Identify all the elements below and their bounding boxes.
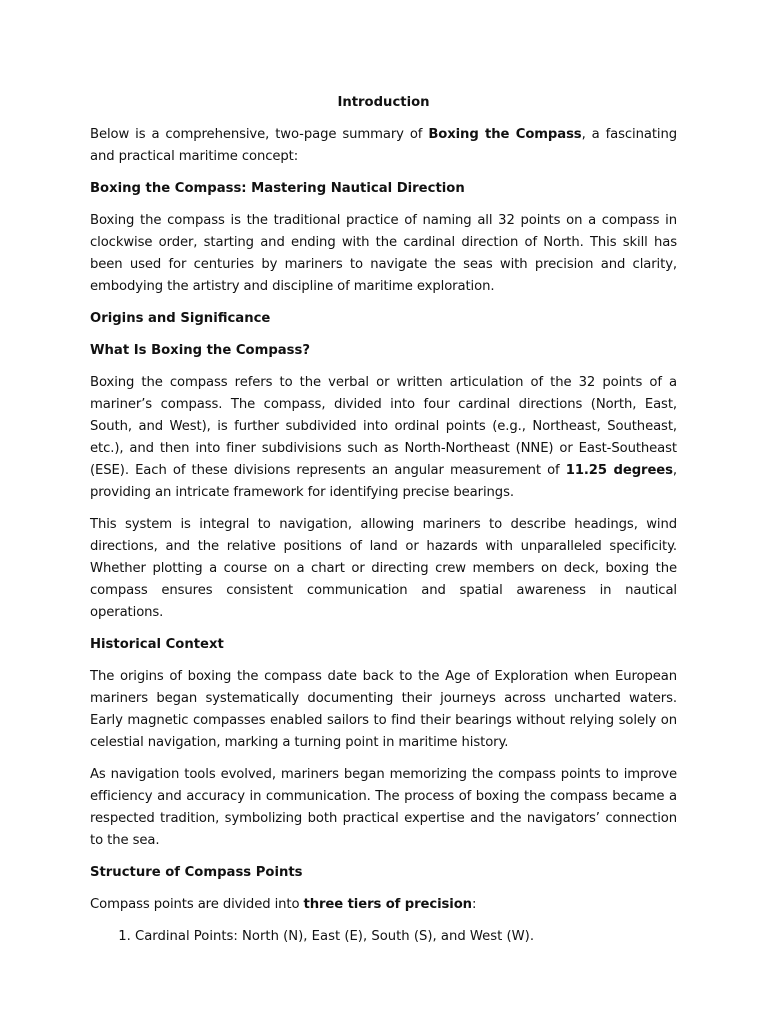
document-page xyxy=(90,92,677,948)
compass-tiers-list xyxy=(90,926,677,948)
heading-what-is: What Is Boxing the Compass? xyxy=(90,343,311,358)
paragraph-articulation-end: , providing an intricate framework for identifying precise bearings. xyxy=(90,463,677,500)
paragraph-definition: Boxing the compass is the traditional practice of naming all 32 points on a compass in clockwise order, starting and ending with the cardinal direction of North. This skill has been used for centuries by mariners to navigate the seas with precision and clarity, embodying the artistry and discipline of maritime exploration. xyxy=(90,213,677,294)
heading-structure: Structure of Compass Points xyxy=(90,865,303,880)
heading-origins: Origins and Significance xyxy=(90,311,271,326)
paragraph-tiers-end: : xyxy=(471,897,477,912)
paragraph-tiers xyxy=(90,894,677,916)
paragraph-tiers-text: Compass points are divided into xyxy=(90,897,304,912)
intro-text-end: , a fascinating and practical maritime concept: xyxy=(90,127,677,164)
list-item: 1. Cardinal Points: North (N), East (E), South (S), and West (W). xyxy=(135,926,677,948)
intro-text: Below is a comprehensive, two-page summary of xyxy=(90,127,429,142)
paragraph-evolution: As navigation tools evolved, mariners began memorizing the compass points to improve efficiency and accuracy in communication. The process of boxing the compass became a respected tradition, symbolizing both practical expertise and the navigators’ connection to the sea. xyxy=(90,767,677,848)
paragraph-articulation-text: Boxing the compass refers to the verbal or written articulation of the 32 points of a mariner’s compass. The compass, divided into four cardinal directions (North, East, South, and West), is further subdivided into ordinal points (e.g., Northeast, Southeast, etc.), and then into finer subdivisions such as North-Northeast (NNE) or East-Southeast (ESE). Each of these divisions represents an angular measurement of xyxy=(90,375,677,478)
intro-bold: Boxing the Compass xyxy=(428,127,582,142)
page-title: Introduction xyxy=(337,95,430,110)
main-heading: Boxing the Compass: Mastering Nautical Direction xyxy=(90,181,465,196)
tiers-bold: three tiers of precision xyxy=(303,897,472,912)
paragraph-integral: This system is integral to navigation, allowing mariners to describe headings, wind directions, and the relative positions of land or hazards with unparalleled specificity. Whether plotting a course on a chart or directing crew members on deck, boxing the compass ensures consistent communication and spatial awareness in nautical operations. xyxy=(90,517,677,620)
intro-paragraph xyxy=(90,124,677,168)
heading-historical-context: Historical Context xyxy=(90,637,224,652)
degrees-bold: 11.25 degrees xyxy=(565,463,673,478)
paragraph-articulation xyxy=(90,372,677,504)
paragraph-origins: The origins of boxing the compass date back to the Age of Exploration when European mariners began systematically documenting their journeys across uncharted waters. Early magnetic compasses enabled sailors to find their bearings without relying solely on celestial navigation, marking a turning point in maritime history. xyxy=(90,669,677,750)
